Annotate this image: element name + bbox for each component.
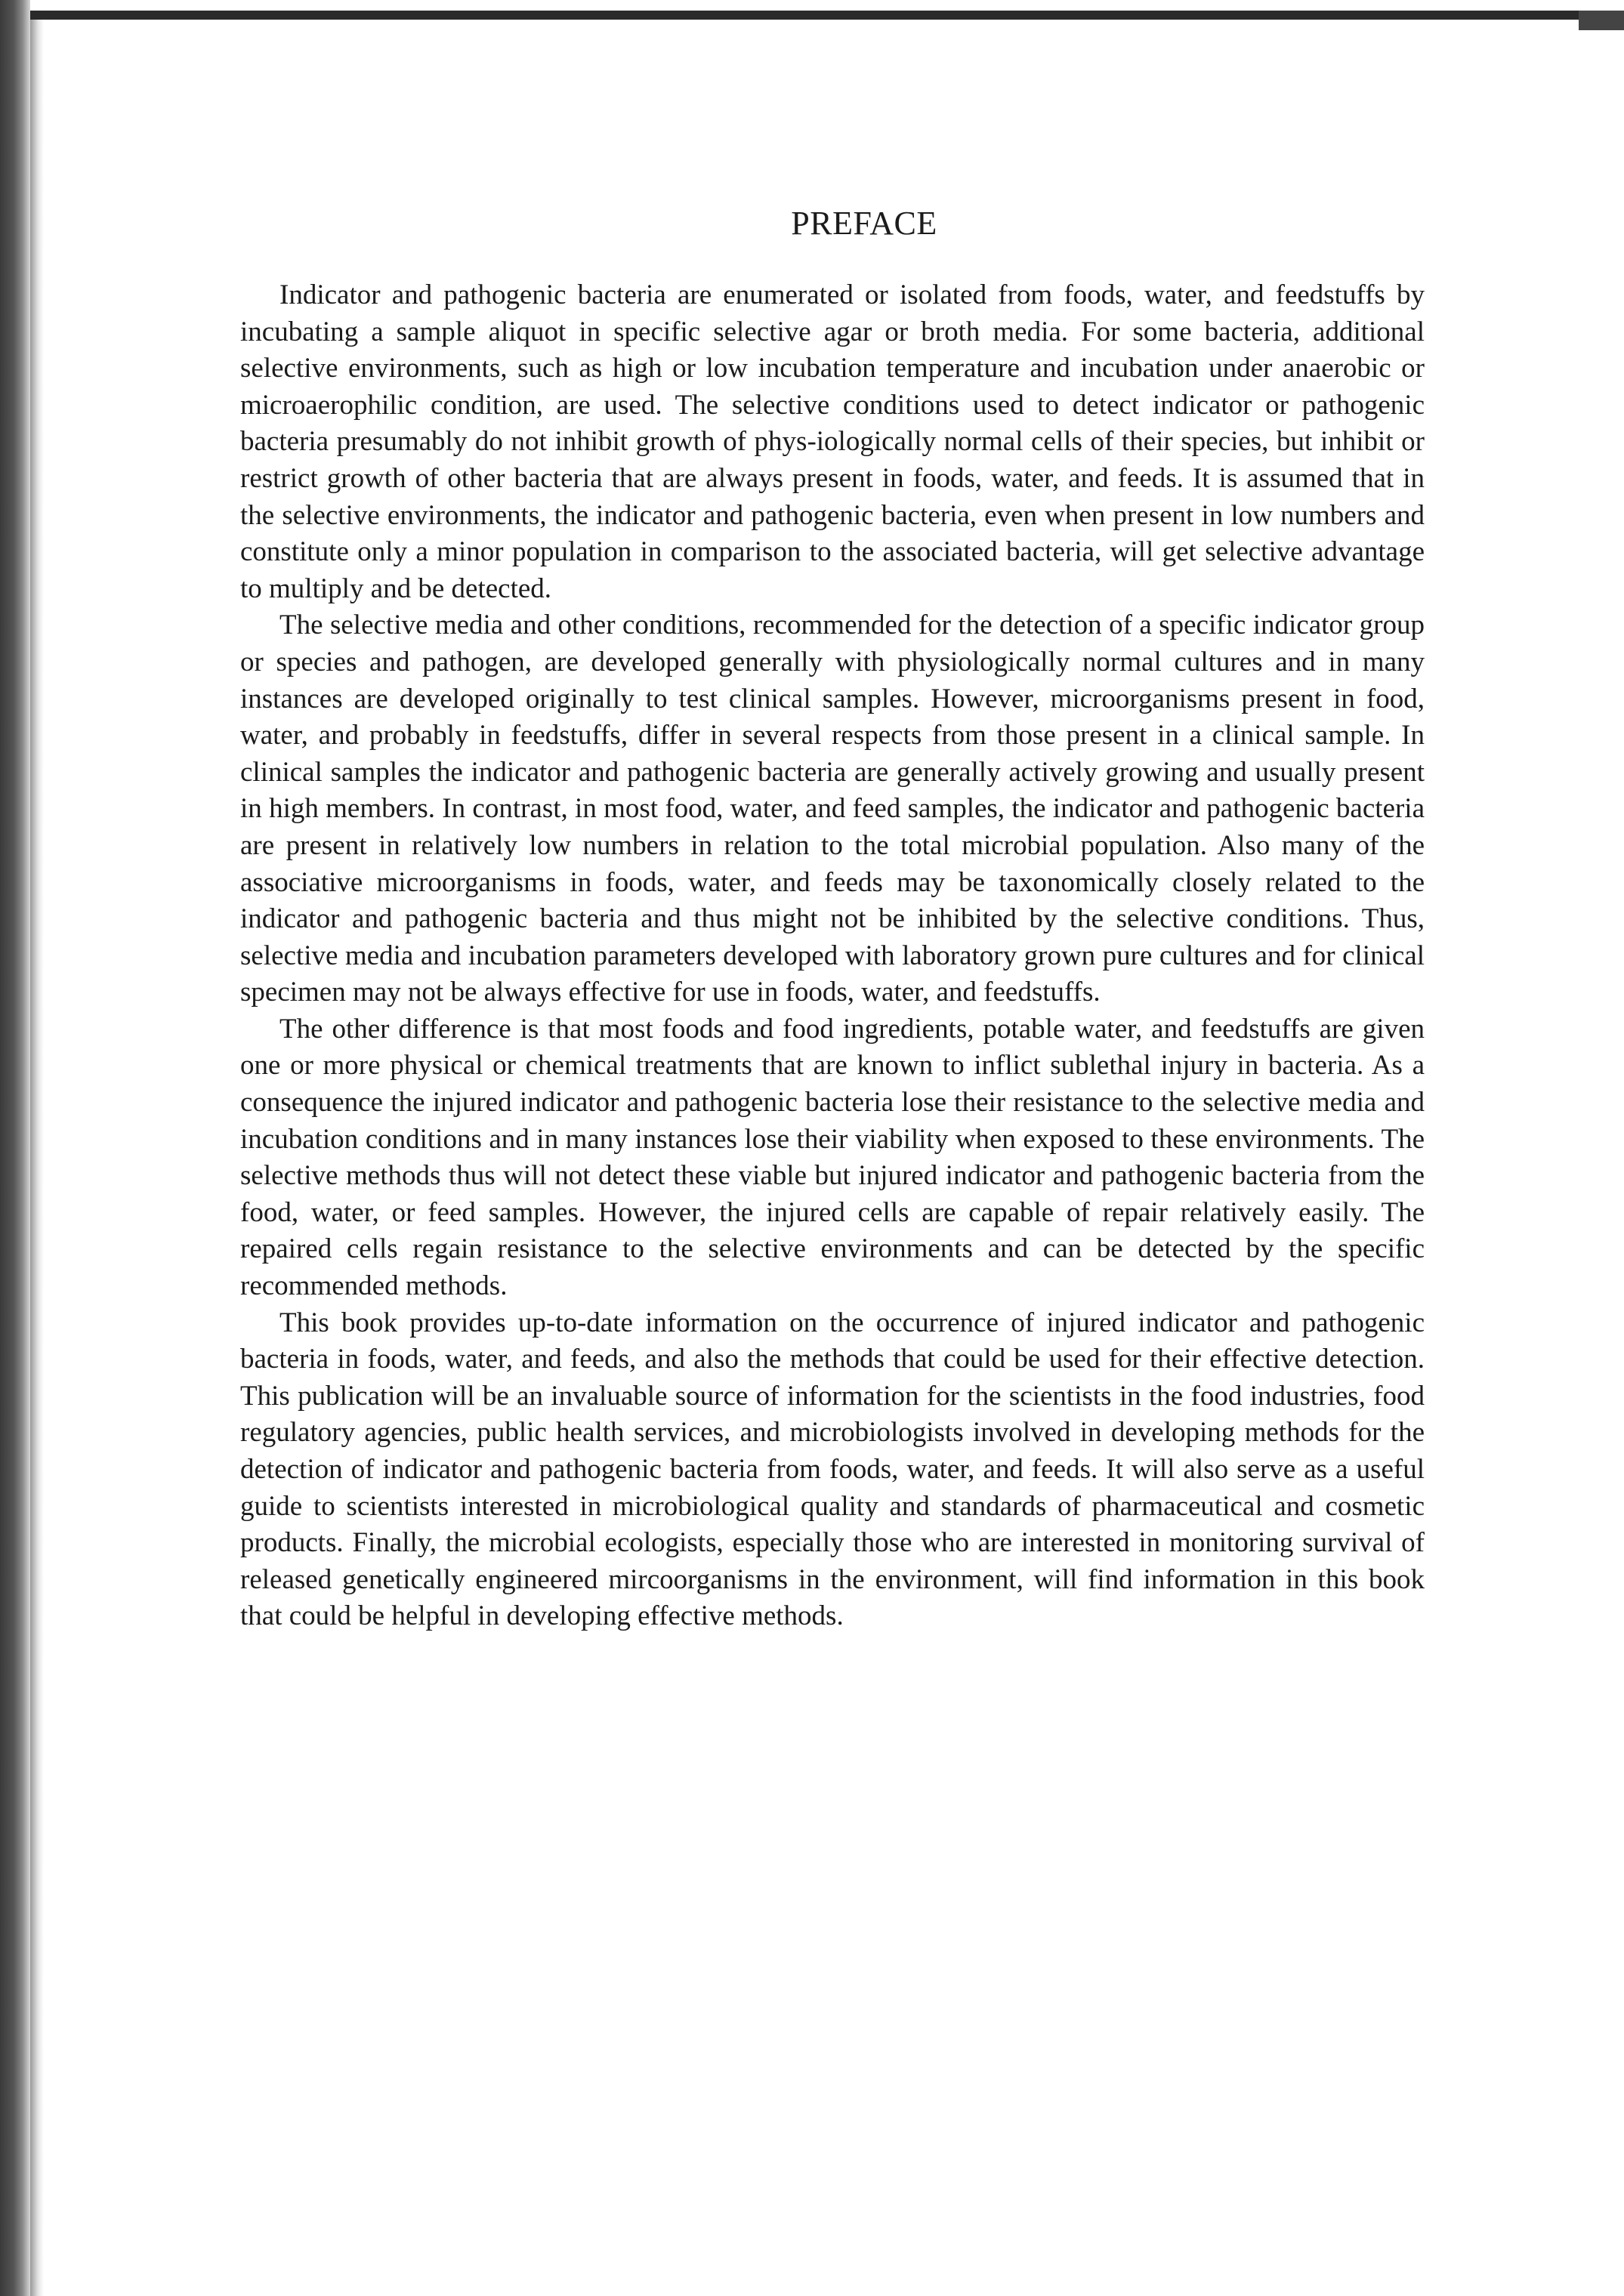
scan-gutter-shadow bbox=[30, 20, 44, 2296]
scan-corner-mark bbox=[1579, 11, 1624, 30]
paragraph-2: The selective media and other conditions, recommended for the detection of a specific indicator group or species and pathogen, are developed generally with physiologically normal cultures and in many instances are developed originally to test clinical samples. However, microorganisms present in food, water, and probably in feedstuffs, differ in several respects from those present in a clinical sample. In clinical samples the indicator and pathogenic bacteria are generally actively growing and usually present in high members. In contrast, in most food, water, and feed samples, the indicator and pathogenic bacteria are present in relatively low numbers in relation to the total microbial population. Also many of the associative microorganisms in foods, water, and feeds may be taxonomically closely related to the indicator and pathogenic bacteria and thus might not be inhibited by the selective conditions. Thus, selective media and incubation parameters developed with laboratory grown pure cultures and for clinical specimen may not be always effective for use in foods, water, and feedstuffs. bbox=[240, 609, 1425, 1008]
paragraph-4: This book provides up-to-date information on the occurrence of injured indicator and pathogenic bacteria in foods, water, and feeds, and also the methods that could be used for their effective detection. This publication will be an invaluable source of information for the scientists in the food industries, food regulatory agencies, public health services, and microbiologists involved in developing methods for the detection of indicator and pathogenic bacteria from foods, water, and feeds. It will also serve as a useful guide to scientists interested in microbiological quality and standards of pharmaceutical and cosmetic products. Finally, the microbial ecologists, especially those who are interested in monitoring survival of released genetically engineered mircoorganisms in the environment, will find information in this book that could be helpful in developing effective methods. bbox=[240, 1307, 1425, 1632]
page-title: PREFACE bbox=[791, 205, 937, 242]
paragraph-3: The other difference is that most foods and food ingredients, potable water, and feedstuffs are given one or more physical or chemical treatments that are known to inflict sublethal injury in bacteria. As a consequence the injured indicator and pathogenic bacteria lose their resistance to the selective media and incubation conditions and in many instances lose their viability when exposed to these environments. The selective methods thus will not detect these viable but injured indicator and pathogenic bacteria from the food, water, or feed samples. However, the injured cells are capable of repair relatively easily. The repaired cells regain resistance to the selective environments and can be detected by the specific recommended methods. bbox=[240, 1013, 1425, 1302]
scan-top-edge bbox=[30, 11, 1624, 20]
paragraph-1: Indicator and pathogenic bacteria are enumerated or isolated from foods, water, and feedstuffs by incubating a sample aliquot in specific selective agar or broth media. For some bacteria, additional selective environments, such as high or low incubation temperature and incubation under anaerobic or microaerophilic condition, are used. The selective conditions used to detect indicator or pathogenic bacteria presumably do not inhibit growth of phys-iologically normal cells of their species, but inhibit or restrict growth of other bacteria that are always present in foods, water, and feeds. It is assumed that in the selective environments, the indicator and pathogenic bacteria, even when present in low numbers and constitute only a minor population in comparison to the associated bacteria, will get selective advantage to multiply and be detected. bbox=[240, 279, 1425, 604]
preface-page bbox=[240, 204, 1425, 1635]
scan-binding-edge bbox=[0, 0, 30, 2296]
